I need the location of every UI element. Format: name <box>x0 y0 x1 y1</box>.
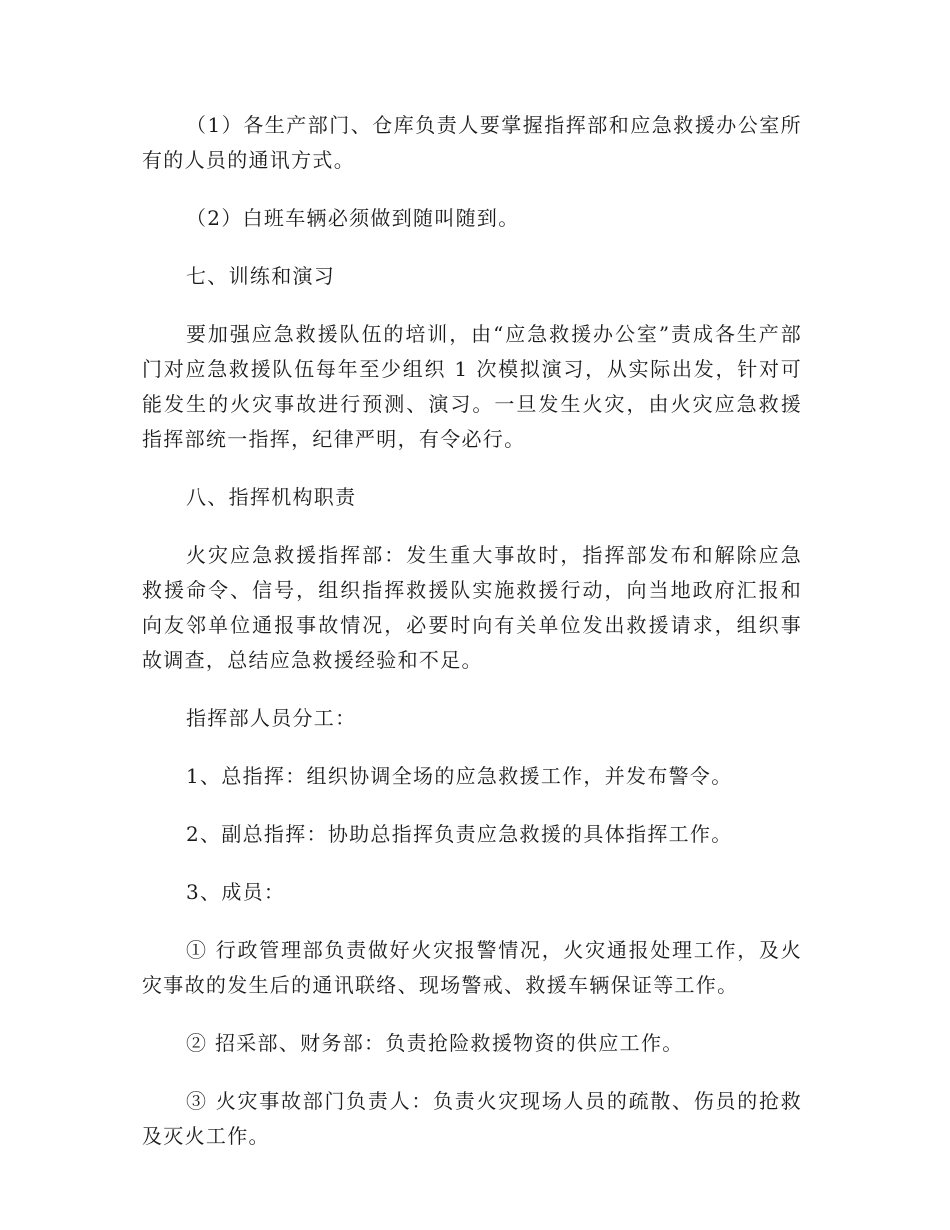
paragraph-commander: 1、总指挥：组织协调全场的应急救援工作，并发布警令。 <box>186 764 733 788</box>
paragraph-deputy-commander: 2、副总指挥：协助总指挥负责应急救援的具体指挥工作。 <box>186 822 733 846</box>
paragraph-division-of-labor: 指挥部人员分工： <box>186 706 357 730</box>
paragraph-procurement-finance: ② 招采部、财务部：负责抢险救援物资的供应工作。 <box>186 1031 684 1055</box>
paragraph-day-vehicles: （2）白班车辆必须做到随叫随到。 <box>186 206 520 230</box>
paragraph-department-head: ③ 火灾事故部门负责人：负责火灾现场人员的疏散、伤员的抢救及灭火工作。 <box>142 1089 802 1148</box>
paragraph-command-headquarters: 火灾应急救援指挥部：发生重大事故时，指挥部发布和解除应急救援命令、信号，组织指挥救援队实施救援行动，向当地政府汇报和向友邻单位通报事故情况，必要时向有关单位发出救援请求，组织事故调查，总结应急救援经验和不足。 <box>142 543 802 672</box>
paragraph-admin-department: ① 行政管理部负责做好火灾报警情况，火灾通报处理工作，及火灾事故的发生后的通讯联络、现场警戒、救援车辆保证等工作。 <box>142 938 802 997</box>
section-heading-command-duties: 八、指挥机构职责 <box>186 485 357 509</box>
paragraph-training-drills: 要加强应急救援队伍的培训，由“应急救援办公室”责成各生产部门对应急救援队伍每年至少组织 1 次模拟演习，从实际出发，针对可能发生的火灾事故进行预测、演习。一旦发生火灾，由火灾应急救援指挥部统一指挥，纪律严明，有令必行。 <box>142 322 802 451</box>
document-page <box>142 108 802 1177</box>
paragraph-contact-info: （1）各生产部门、仓库负责人要掌握指挥部和应急救援办公室所有的人员的通讯方式。 <box>142 113 802 172</box>
section-heading-training: 七、训练和演习 <box>186 264 336 288</box>
paragraph-members: 3、成员： <box>186 880 286 904</box>
